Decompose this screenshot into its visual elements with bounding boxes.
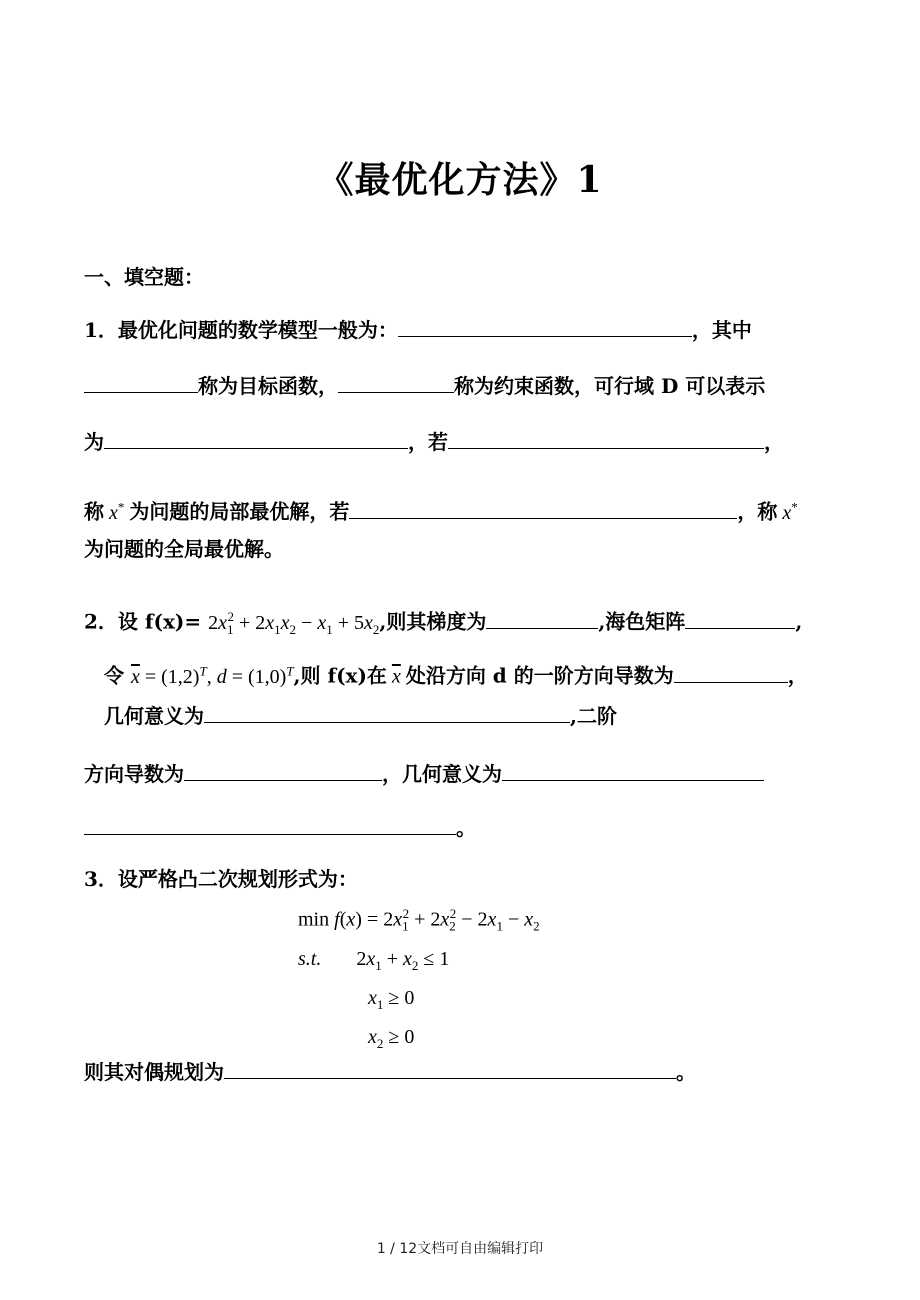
q1-number: 1． [84, 318, 118, 342]
section-heading: 一、填空题： [84, 265, 204, 289]
q2-blank-hessian[interactable] [685, 606, 795, 629]
qp-constraint-3: $x_2 \ge 0$ [368, 1025, 415, 1051]
q2-blank-geometric-2[interactable] [502, 758, 764, 781]
q1-line-2: 称为目标函数， 称为约束函数，可行域 D 可以表示 [84, 370, 765, 401]
q1-line-4: 称 x* 为问题的局部最优解，若 ，称 x* [84, 492, 798, 528]
q2-blank-gradient[interactable] [486, 606, 598, 629]
page-footer: 1 / 12文档可自由编辑打印 [376, 1241, 544, 1257]
q1-line-3: 为 ，若 ， [84, 426, 784, 457]
page-title: 《最优化方法》1 [317, 159, 603, 201]
q1-blank-model[interactable] [398, 314, 692, 337]
q1-line-5: 为问题的全局最优解。 [84, 537, 284, 561]
qp-formulation [298, 898, 540, 1060]
q3-dual-line: 则其对偶规划为 。 [84, 1056, 696, 1087]
q1-blank-condition[interactable] [448, 426, 764, 449]
math-xbar: $\overline{x}$ [391, 665, 401, 688]
math-f-expression: $2x_1^2 + 2x_1x_2 - x_1 + 5x_2$ [208, 609, 380, 637]
q2-line-3: 几何意义为 ,二阶 [104, 700, 617, 731]
q2-line-5: 。 [84, 812, 476, 843]
math-xbar-d: $\overline{x} = (1,2)^T$, $d = (1,0)^T$ [130, 663, 294, 688]
qp-constraint-2: $x_1 \ge 0$ [368, 986, 415, 1012]
q1-blank-constraint[interactable] [338, 370, 454, 393]
math-x-star: x* [104, 499, 125, 524]
q2-line-4: 方向导数为 ，几何意义为 [84, 758, 764, 789]
q1-line-1: 1．最优化问题的数学模型一般为： ，其中 [84, 314, 752, 345]
math-x-star-2: x* [777, 499, 798, 524]
q3-line-1: 3．设严格凸二次规划形式为： [84, 867, 358, 891]
qp-constraint-1: s.t. $2x_1 + x_2 \le 1$ [298, 947, 450, 973]
q2-line-2: 令 $\overline{x} = (1,2)^T$, $d = (1,0)^T$,则 f(x)在 $\overline{x}$ 处沿方向 d 的一阶方向导数为 ， [104, 656, 808, 692]
q1-blank-objective[interactable] [84, 370, 198, 393]
q1-blank-feasible-domain[interactable] [104, 426, 408, 449]
q2-blank-first-derivative[interactable] [674, 660, 788, 683]
q2-line-1: 2．设 $f(x)= 2x_1^2 + 2x_1x_2 - x_1 + 5x_2$,则其梯度为 ,海色矩阵 , [84, 602, 802, 645]
q3-number: 3． [84, 867, 118, 891]
q2-blank-geometric-2-cont[interactable] [84, 812, 456, 835]
q2-blank-second-derivative[interactable] [184, 758, 382, 781]
qp-objective: $\min f(x) = 2x_1^2 + 2x_2^2 - 2x_1 - x_2$ [298, 906, 540, 934]
q2-number: 2． [84, 609, 118, 634]
q3-blank-dual[interactable] [224, 1056, 676, 1079]
q1-blank-local-opt[interactable] [349, 496, 737, 519]
q2-blank-geometric-1[interactable] [204, 700, 570, 723]
